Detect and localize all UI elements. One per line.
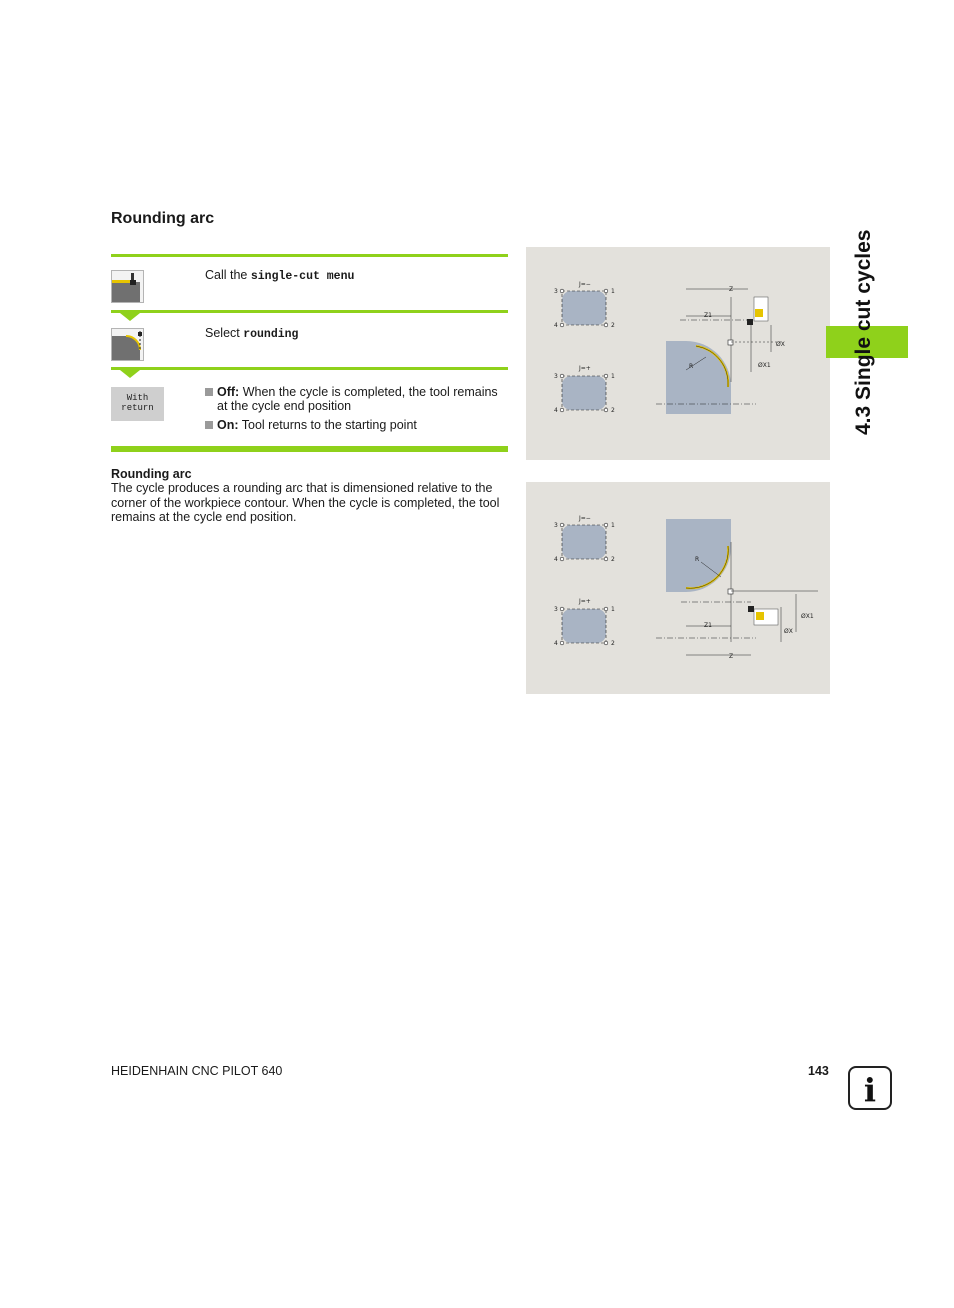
label-x1: ØX1 — [758, 362, 771, 369]
bullet-square-icon — [205, 421, 213, 429]
label-2: 2 — [611, 640, 615, 647]
label-j-minus: J=− — [579, 281, 591, 288]
label-1: 1 — [611, 606, 615, 613]
info-icon — [848, 1066, 892, 1110]
page-number: 143 — [808, 1064, 829, 1078]
label-z1: Z1 — [704, 622, 712, 629]
label-4: 4 — [554, 322, 558, 329]
step-prefix: Call the — [205, 268, 251, 282]
j-minus-diagram — [554, 515, 615, 563]
figure-rounding-external — [526, 247, 830, 460]
label-3: 3 — [554, 522, 558, 529]
j-plus-diagram — [554, 598, 615, 647]
label-1: 1 — [611, 373, 615, 380]
option-key: On: — [217, 418, 239, 432]
label-1: 1 — [611, 288, 615, 295]
label-4: 4 — [554, 407, 558, 414]
option-text: Tool returns to the starting point — [241, 418, 417, 432]
label-4: 4 — [554, 640, 558, 647]
single-cut-menu-icon — [111, 270, 144, 303]
label-j-plus: J=+ — [579, 365, 591, 372]
table-row-divider — [111, 310, 508, 313]
label-z1: Z1 — [704, 312, 712, 319]
down-arrow-icon — [120, 313, 140, 321]
label-x: ØX — [776, 341, 785, 348]
softkey-line-1: With — [126, 393, 149, 403]
label-x1: ØX1 — [801, 613, 814, 620]
description-heading: Rounding arc — [111, 467, 192, 481]
label-3: 3 — [554, 606, 558, 613]
label-j-minus: J=− — [579, 515, 591, 522]
label-z: Z — [729, 286, 734, 293]
info-symbol: i — [863, 1071, 877, 1108]
with-return-softkey[interactable] — [111, 387, 164, 421]
rounding-icon — [111, 328, 144, 361]
table-row-divider — [111, 367, 508, 370]
option-off — [205, 385, 507, 413]
label-2: 2 — [611, 322, 615, 329]
label-r: R — [695, 556, 700, 563]
chapter-side-title-text: 4.3 Single cut cycles — [852, 229, 875, 435]
step-prefix: Select — [205, 326, 244, 340]
step-code: single-cut menu — [250, 270, 355, 283]
footer-product: HEIDENHAIN CNC PILOT 640 — [111, 1064, 283, 1078]
label-3: 3 — [554, 373, 558, 380]
label-3: 3 — [554, 288, 558, 295]
option-key: Off: — [217, 385, 240, 399]
down-arrow-icon — [120, 370, 140, 378]
j-plus-diagram — [554, 365, 615, 414]
figure-rounding-internal — [526, 482, 830, 694]
label-2: 2 — [611, 407, 615, 414]
label-2: 2 — [611, 556, 615, 563]
bullet-square-icon — [205, 388, 213, 396]
table-bottom-rule — [111, 446, 508, 452]
label-x: ØX — [784, 628, 793, 635]
chapter-side-title — [842, 216, 878, 438]
softkey-line-2: return — [121, 403, 154, 413]
label-r: R — [689, 363, 694, 370]
option-on — [205, 418, 507, 432]
label-1: 1 — [611, 522, 615, 529]
label-z: Z — [729, 653, 734, 660]
table-top-rule — [111, 254, 508, 257]
j-minus-diagram — [554, 281, 615, 329]
label-4: 4 — [554, 556, 558, 563]
option-text: When the cycle is completed, the tool remains at the cycle end position — [217, 385, 498, 413]
label-j-plus: J=+ — [579, 598, 591, 605]
step-select-rounding — [205, 326, 298, 342]
section-title: Rounding arc — [111, 210, 215, 227]
step-call-menu — [205, 268, 354, 284]
description-text: The cycle produces a rounding arc that is dimensioned relative to the corner of the workpiece contour. When the cycle is completed, the tool remains at the cycle end position. — [111, 481, 500, 524]
step-code: rounding — [243, 328, 299, 341]
